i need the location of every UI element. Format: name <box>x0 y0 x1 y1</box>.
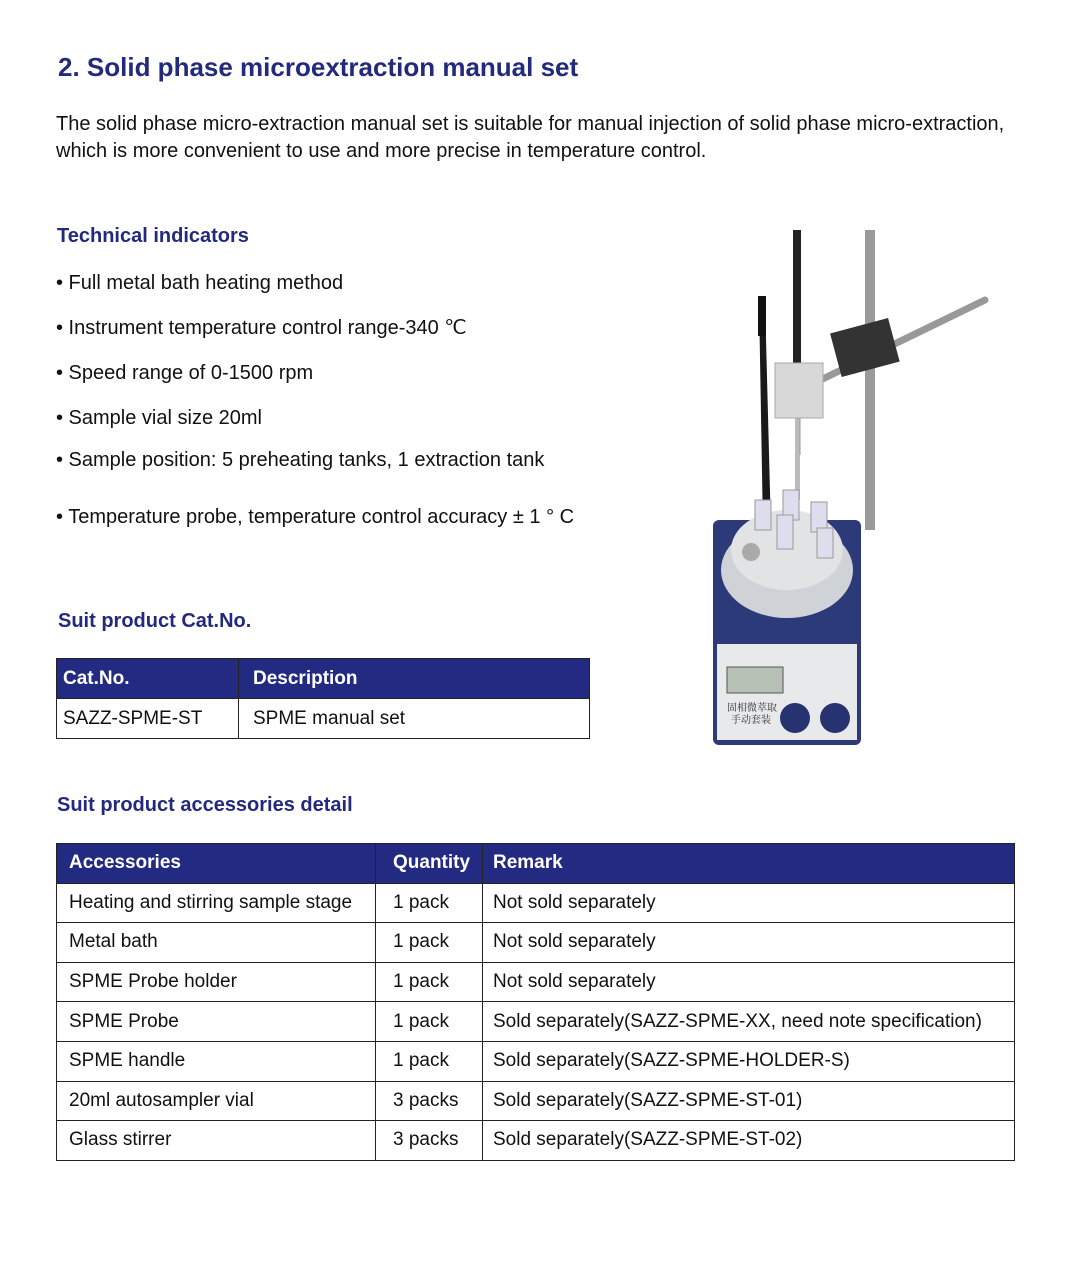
cell: 1 pack <box>376 883 483 923</box>
cell: 3 packs <box>376 1081 483 1121</box>
cell: 3 packs <box>376 1121 483 1161</box>
catno-table <box>56 658 590 739</box>
table-row <box>57 1121 1015 1161</box>
accessories-heading: Suit product accessories detail <box>57 794 353 816</box>
bullet-item: • Speed range of 0-1500 rpm <box>56 362 314 384</box>
bullet-item: • Sample position: 5 preheating tanks, 1 extraction tank <box>56 449 545 471</box>
device-label-line-1: 固相微萃取 <box>727 703 777 714</box>
bullet-item: • Sample vial size 20ml <box>56 407 262 429</box>
cell: Sold separately(SAZZ-SPME-XX, need note specification) <box>483 1002 1015 1042</box>
column-header: Cat.No. <box>57 659 239 699</box>
page-title: 2. Solid phase microextraction manual set <box>58 52 579 82</box>
bullet-item: • Temperature probe, temperature control accuracy ± 1 ° C <box>56 506 575 528</box>
table-row <box>57 962 1015 1002</box>
intro-paragraph: The solid phase micro-extraction manual set is suitable for manual injection of solid phase micro-extraction, which is more convenient to use and more precise in temperature control. <box>56 113 1005 162</box>
spme-device-image <box>705 230 995 750</box>
cell: 1 pack <box>376 962 483 1002</box>
cell: Sold separately(SAZZ-SPME-ST-02) <box>483 1121 1015 1161</box>
table-row <box>57 1081 1015 1121</box>
table-row <box>57 923 1015 963</box>
cell: SAZZ-SPME-ST <box>57 699 239 739</box>
cell: SPME Probe <box>57 1002 376 1042</box>
cell: Heating and stirring sample stage <box>57 883 376 923</box>
table-row <box>57 1041 1015 1081</box>
cell: Metal bath <box>57 923 376 963</box>
cell: SPME Probe holder <box>57 962 376 1002</box>
bullet-item: • Instrument temperature control range-340 ℃ <box>56 317 467 339</box>
column-header: Accessories <box>57 844 376 884</box>
cell: SPME manual set <box>239 699 590 739</box>
column-header: Description <box>239 659 590 699</box>
cell: SPME handle <box>57 1041 376 1081</box>
cell: Glass stirrer <box>57 1121 376 1161</box>
column-header: Remark <box>483 844 1015 884</box>
cell: Not sold separately <box>483 923 1015 963</box>
cell: 20ml autosampler vial <box>57 1081 376 1121</box>
cell: 1 pack <box>376 1041 483 1081</box>
cell: Sold separately(SAZZ-SPME-ST-01) <box>483 1081 1015 1121</box>
cell: 1 pack <box>376 1002 483 1042</box>
column-header: Quantity <box>376 844 483 884</box>
cell: 1 pack <box>376 923 483 963</box>
cell: Not sold separately <box>483 962 1015 1002</box>
table-row <box>57 883 1015 923</box>
table-row <box>57 699 590 739</box>
device-label-line-2: 手动套装 <box>731 715 771 726</box>
bullet-item: • Full metal bath heating method <box>56 272 344 294</box>
table-row <box>57 1002 1015 1042</box>
cell: Not sold separately <box>483 883 1015 923</box>
catno-heading: Suit product Cat.No. <box>58 610 252 632</box>
cell: Sold separately(SAZZ-SPME-HOLDER-S) <box>483 1041 1015 1081</box>
technical-heading: Technical indicators <box>57 225 249 247</box>
accessories-table <box>56 843 1015 1161</box>
